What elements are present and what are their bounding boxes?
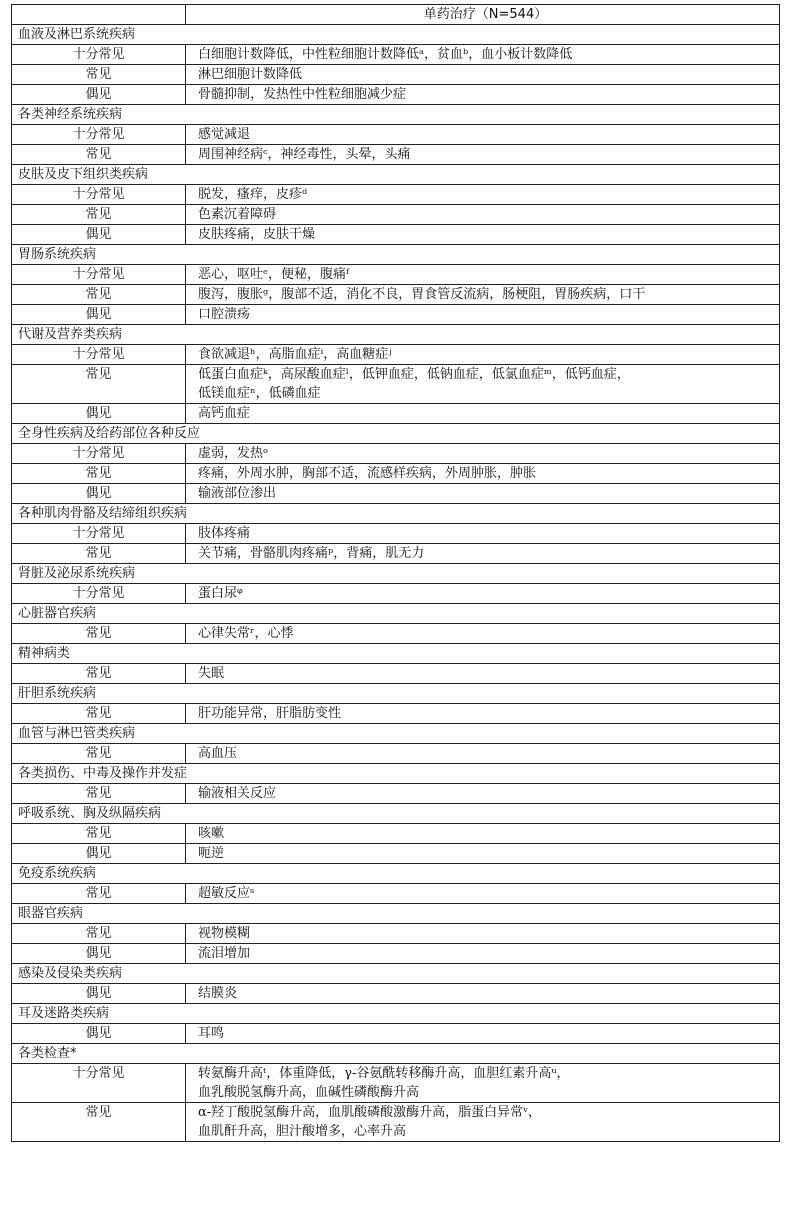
table-row [12, 584, 780, 604]
category-label: 肝胆系统疾病 [12, 684, 780, 704]
table-row [12, 225, 780, 245]
category-row [12, 564, 780, 584]
header-row [12, 5, 780, 25]
table-row [12, 185, 780, 205]
adverse-events-cell: α-羟丁酸脱氢酶升高，血肌酸磷酸激酶升高，脂蛋白异常ᵛ， 血肌酐升高，胆汁酸增多，心率升高 [186, 1103, 780, 1142]
table-row [12, 984, 780, 1004]
category-label: 免疫系统疾病 [12, 864, 780, 884]
frequency-cell: 十分常见 [12, 345, 186, 365]
table-row [12, 664, 780, 684]
adverse-events-cell: 淋巴细胞计数降低 [186, 65, 780, 85]
category-row [12, 604, 780, 624]
adverse-events-cell: 输液相关反应 [186, 784, 780, 804]
adverse-events-cell: 肝功能异常，肝脂肪变性 [186, 704, 780, 724]
table-row [12, 1064, 780, 1103]
category-label: 呼吸系统、胸及纵隔疾病 [12, 804, 780, 824]
category-row [12, 165, 780, 185]
adverse-events-cell: 骨髓抑制，发热性中性粒细胞减少症 [186, 85, 780, 105]
frequency-cell: 偶见 [12, 404, 186, 424]
table-row [12, 365, 780, 404]
table-row [12, 924, 780, 944]
category-label: 耳及迷路类疾病 [12, 1004, 780, 1024]
frequency-cell: 常见 [12, 624, 186, 644]
table-row [12, 265, 780, 285]
category-label: 心脏器官疾病 [12, 604, 780, 624]
table-row [12, 145, 780, 165]
adverse-events-cell: 呃逆 [186, 844, 780, 864]
frequency-cell: 十分常见 [12, 125, 186, 145]
table-row [12, 404, 780, 424]
table-row [12, 464, 780, 484]
table-row [12, 205, 780, 225]
adverse-events-cell: 虚弱，发热ᵒ [186, 444, 780, 464]
category-label: 各类神经系统疾病 [12, 105, 780, 125]
category-row [12, 245, 780, 265]
header-corner-cell [12, 5, 186, 25]
adverse-events-cell: 高钙血症 [186, 404, 780, 424]
adverse-events-cell: 蛋白尿ᵠ [186, 584, 780, 604]
table-row [12, 285, 780, 305]
table-row [12, 444, 780, 464]
header-column-title: 单药治疗（N=544） [186, 5, 780, 25]
adverse-events-cell: 关节痛，骨骼肌肉疼痛ᵖ，背痛，肌无力 [186, 544, 780, 564]
table-row [12, 85, 780, 105]
adverse-reactions-table [11, 4, 780, 1142]
adverse-events-cell: 转氨酶升高ᵗ，体重降低，γ-谷氨酰转移酶升高，血胆红素升高ᵘ， 血乳酸脱氢酶升高，血碱性磷酸酶升高 [186, 1064, 780, 1103]
category-label: 精神病类 [12, 644, 780, 664]
frequency-cell: 偶见 [12, 944, 186, 964]
table-row [12, 624, 780, 644]
frequency-cell: 常见 [12, 205, 186, 225]
frequency-cell: 常见 [12, 544, 186, 564]
category-row [12, 1004, 780, 1024]
category-row [12, 684, 780, 704]
frequency-cell: 常见 [12, 664, 186, 684]
table-row [12, 125, 780, 145]
adverse-events-cell: 疼痛，外周水肿，胸部不适，流感样疾病，外周肿胀，肿胀 [186, 464, 780, 484]
category-row [12, 424, 780, 444]
frequency-cell: 常见 [12, 924, 186, 944]
adverse-events-cell: 高血压 [186, 744, 780, 764]
frequency-cell: 常见 [12, 704, 186, 724]
adverse-events-cell: 周围神经病ᶜ，神经毒性，头晕，头痛 [186, 145, 780, 165]
category-label: 血管与淋巴管类疾病 [12, 724, 780, 744]
table-row [12, 1024, 780, 1044]
frequency-cell: 常见 [12, 464, 186, 484]
frequency-cell: 十分常见 [12, 185, 186, 205]
table-row [12, 524, 780, 544]
frequency-cell: 常见 [12, 285, 186, 305]
frequency-cell: 常见 [12, 145, 186, 165]
table-row [12, 844, 780, 864]
category-row [12, 1044, 780, 1064]
table-row [12, 345, 780, 365]
frequency-cell: 常见 [12, 824, 186, 844]
category-row [12, 904, 780, 924]
frequency-cell: 偶见 [12, 984, 186, 1004]
frequency-cell: 偶见 [12, 1024, 186, 1044]
table-row [12, 1103, 780, 1142]
category-row [12, 964, 780, 984]
frequency-cell: 偶见 [12, 85, 186, 105]
category-label: 感染及侵染类疾病 [12, 964, 780, 984]
adverse-events-cell: 超敏反应ˢ [186, 884, 780, 904]
category-row [12, 724, 780, 744]
table-row [12, 784, 780, 804]
table-row [12, 65, 780, 85]
category-row [12, 325, 780, 345]
category-row [12, 105, 780, 125]
adverse-events-cell: 食欲减退ʰ，高脂血症ⁱ，高血糖症ʲ [186, 345, 780, 365]
adverse-events-cell: 肢体疼痛 [186, 524, 780, 544]
frequency-cell: 偶见 [12, 305, 186, 325]
adverse-events-cell: 白细胞计数降低，中性粒细胞计数降低ᵃ，贫血ᵇ，血小板计数降低 [186, 45, 780, 65]
adverse-events-cell: 脱发，瘙痒，皮疹ᵈ [186, 185, 780, 205]
adverse-events-cell: 耳鸣 [186, 1024, 780, 1044]
adverse-events-cell: 皮肤疼痛，皮肤干燥 [186, 225, 780, 245]
frequency-cell: 偶见 [12, 225, 186, 245]
adverse-events-cell: 口腔溃疡 [186, 305, 780, 325]
frequency-cell: 偶见 [12, 844, 186, 864]
adverse-events-cell: 流泪增加 [186, 944, 780, 964]
frequency-cell: 十分常见 [12, 444, 186, 464]
category-row [12, 864, 780, 884]
adverse-events-cell: 低蛋白血症ᵏ，高尿酸血症ˡ，低钾血症，低钠血症，低氯血症ᵐ，低钙血症， 低镁血症ⁿ，低磷血症 [186, 365, 780, 404]
category-label: 肾脏及泌尿系统疾病 [12, 564, 780, 584]
frequency-cell: 十分常见 [12, 265, 186, 285]
table-row [12, 744, 780, 764]
adverse-events-cell: 腹泻，腹胀ᵍ，腹部不适，消化不良，胃食管反流病，肠梗阻，胃肠疾病，口干 [186, 285, 780, 305]
table-body [12, 5, 780, 1142]
category-label: 血液及淋巴系统疾病 [12, 25, 780, 45]
category-label: 各种肌肉骨骼及结缔组织疾病 [12, 504, 780, 524]
category-row [12, 764, 780, 784]
table-row [12, 704, 780, 724]
category-row [12, 644, 780, 664]
adverse-events-cell: 感觉减退 [186, 125, 780, 145]
table-row [12, 544, 780, 564]
category-label: 皮肤及皮下组织类疾病 [12, 165, 780, 185]
adverse-events-cell: 心律失常ʳ，心悸 [186, 624, 780, 644]
frequency-cell: 偶见 [12, 484, 186, 504]
table-row [12, 944, 780, 964]
table-row [12, 305, 780, 325]
frequency-cell: 常见 [12, 784, 186, 804]
adverse-events-cell: 色素沉着障碍 [186, 205, 780, 225]
category-row [12, 804, 780, 824]
category-label: 代谢及营养类疾病 [12, 325, 780, 345]
adverse-events-cell: 视物模糊 [186, 924, 780, 944]
adverse-events-cell: 咳嗽 [186, 824, 780, 844]
frequency-cell: 十分常见 [12, 584, 186, 604]
frequency-cell: 常见 [12, 65, 186, 85]
table-row [12, 824, 780, 844]
category-label: 全身性疾病及给药部位各种反应 [12, 424, 780, 444]
category-row [12, 25, 780, 45]
frequency-cell: 常见 [12, 365, 186, 404]
adverse-events-cell: 结膜炎 [186, 984, 780, 1004]
table-row [12, 884, 780, 904]
frequency-cell: 十分常见 [12, 45, 186, 65]
table-row [12, 45, 780, 65]
category-label: 各类损伤、中毒及操作并发症 [12, 764, 780, 784]
frequency-cell: 常见 [12, 744, 186, 764]
frequency-cell: 十分常见 [12, 524, 186, 544]
adverse-events-cell: 失眠 [186, 664, 780, 684]
frequency-cell: 常见 [12, 1103, 186, 1142]
adverse-events-cell: 恶心，呕吐ᵉ，便秘，腹痛ᶠ [186, 265, 780, 285]
frequency-cell: 常见 [12, 884, 186, 904]
frequency-cell: 十分常见 [12, 1064, 186, 1103]
category-label: 眼器官疾病 [12, 904, 780, 924]
table-row [12, 484, 780, 504]
category-label: 各类检查* [12, 1044, 780, 1064]
category-label: 胃肠系统疾病 [12, 245, 780, 265]
adverse-events-cell: 输液部位渗出 [186, 484, 780, 504]
category-row [12, 504, 780, 524]
